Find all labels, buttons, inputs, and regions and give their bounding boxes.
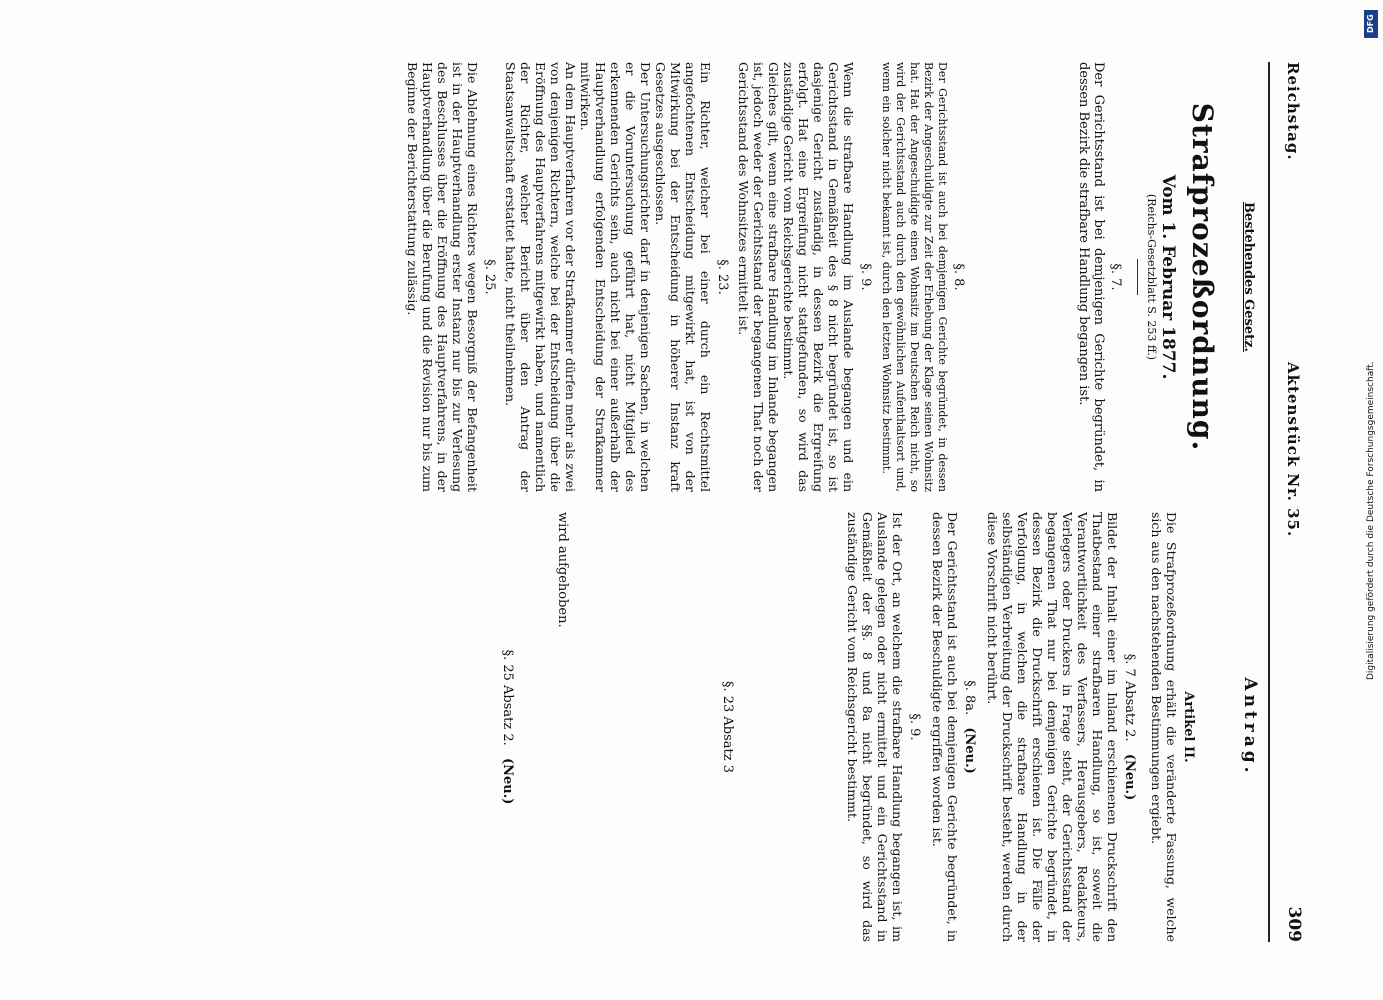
p25-heading: §. 25. <box>482 259 497 295</box>
s9-heading: §. 9. <box>907 713 922 741</box>
s7-new-badge: (Neu.) <box>1122 753 1137 801</box>
s7-text: Bildet der Inhalt einer im Inland erschienenen Druckschrift den Thatbestand einer strafbaren Handlung, so ist, soweit die Verantwortlichkeit des Verfassers, Herausgebers, Redakteurs, Verlegers oder Druckers in Frage steht, der Gerichtsstand der begangenen That nur bei demjenigen Gerichte begründet, in dessen Bezirk die Druckschrift erschienen ist. Die Fälle der Verfolgung, in welchen die strafbare Handlung in der selbständigen Verbreitung der Druckschrift besteht, werden durch diese Vorschrift nicht berührt. <box>985 512 1120 942</box>
header-title: Aktenstück Nr. 35. <box>1284 362 1302 538</box>
dfg-logo: DFG <box>1364 10 1378 38</box>
p23-heading: §. 23. <box>715 259 730 295</box>
s25-heading <box>500 512 515 942</box>
s8a-heading-label: §. 8a. <box>962 680 977 716</box>
header-left: Reichstag. <box>1284 62 1302 161</box>
article-heading: Artikel II. <box>1181 691 1196 763</box>
section-label-left: Bestehendes Gesetz. <box>1241 201 1256 353</box>
dfg-credit: Digitalisierung gefördert durch die Deutsche Forschungsgemeinschaft. <box>1366 361 1376 680</box>
p7-text: Der Gerichtsstand ist bei demjenigen Gerichte begründet, in dessen Bezirk die strafbare Handlung begangen ist. <box>1076 62 1106 492</box>
left-column <box>405 62 1262 492</box>
s25-heading-label: §. 25 Absatz 2. <box>500 649 515 746</box>
p23-text-2: Der Untersuchungsrichter darf in denjenigen Sachen, in welchen er die Voruntersuchung geführt hat, nicht Mitglied des erkennenden Gerichts sein, auch nicht bei einer außerhalb der Hauptverhandlung erfolgenden Entscheidung der Strafkammer mitwirken. <box>578 62 653 492</box>
section-label-right: Antrag. <box>1240 677 1260 777</box>
divider <box>1137 259 1138 295</box>
p23-text-3: An dem Hauptverfahren vor der Strafkammer dürfen mehr als zwei von denjenigen Richtern, welche bei der Entscheidung über die Eröffnung des Hauptverfahrens mitgewirkt haben, und namentlich der Richter, welcher Bericht über den Antrag der Staatsanwaltschaft erstattet hatte, nicht theilnehmen. <box>503 62 578 492</box>
s8a-heading <box>962 512 977 942</box>
p7-heading: §. 7. <box>1108 263 1123 291</box>
p23-text-1: Ein Richter, welcher bei einer durch ein Rechtsmittel angefochtenen Entscheidung mitgewirkt hat, ist von der Mitwirkung bei der Entscheidung in höherer Instanz kraft Gesetzes ausgeschlossen. <box>653 62 713 492</box>
s25-new-badge: (Neu.) <box>500 757 515 805</box>
p8-text: Der Gerichtsstand ist auch bei demjenigen Gerichte begründet, in dessen Bezirk der Angeschuldigte zur Zeit der Erhebung der Klage seinen Wohnsitz hat. Hat der Angeschuldigte einen Wohnsitz im Deutschen Reich nicht, so wird der Gerichtsstand auch durch den gewöhnlichen Aufenthaltsort und, wenn ein solcher nicht bekannt ist, durch den letzten Wohnsitz bestimmt. <box>880 62 949 492</box>
document-reference: (Reichs-Gesetzblatt S. 253 ff.) <box>1145 193 1158 361</box>
s8a-new-badge: (Neu.) <box>962 727 977 774</box>
article-text: Die Strafprozeßordnung erhält die veränderte Fassung, welche sich aus den nachstehenden Bestimmungen ergiebt. <box>1149 512 1179 942</box>
rotated-page-content <box>70 62 1310 942</box>
right-column <box>498 512 1262 942</box>
page-header <box>1268 62 1310 942</box>
p8-heading: §. 8. <box>951 263 966 291</box>
s23-text: wird aufgehoben. <box>555 512 570 628</box>
p9-text-1: Wenn die strafbare Handlung im Auslande begangen und ein Gerichtsstand in Gemäßheit des § 8 nicht begründet ist, so ist dasjenige Gericht zuständig, in dessen Bezirk die Ergreifung erfolgt. Hat eine Ergreifung nicht stattgefunden, so wird das zuständige Gericht vom Reichsgerichte bestimmt. <box>781 62 856 492</box>
s23-heading: §. 23 Absatz 3 <box>720 680 735 774</box>
page-number: 309 <box>1284 906 1304 942</box>
s7-heading-label: §. 7 Absatz 2. <box>1122 653 1137 742</box>
p25-text: Die Ablehnung eines Richters wegen Besorgniß der Befangenheit ist in der Hauptverhandlung erster Instanz nur bis zur Verlesung des Beschlusses über die Eröffnung des Hauptverfahrens, in der Hauptverhandlung über die Berufung und die Revision nur bis zum Beginne der Berichterstattung zulässig. <box>405 62 480 492</box>
s7-heading <box>1122 512 1137 942</box>
s8a-text: Der Gerichtsstand ist auch bei demjenigen Gerichte begründet, in dessen Bezirk der Beschuldigte ergriffen worden ist. <box>930 512 960 942</box>
p9-heading: §. 9. <box>858 263 873 291</box>
document-title: Strafprozeßordnung. <box>1186 102 1219 452</box>
s9-text: Ist der Ort, an welchem die strafbare Handlung begangen ist, im Auslande gelegen oder nicht ermittelt und ein Gerichtsstand in Gemäßheit der §§. 8 und 8a nicht begründet, so wird das zuständige Gericht vom Reichsgericht bestimmt. <box>845 512 905 942</box>
p9-text-2: Gleiches gilt, wenn eine strafbare Handlung im Inlande begangen ist, jedoch weder der Gerichtsstand der begangenen That noch der Gerichtsstand des Wohnsitzes ermittelt ist. <box>736 62 781 492</box>
document-date: Vom 1. Februar 1877. <box>1158 174 1178 380</box>
